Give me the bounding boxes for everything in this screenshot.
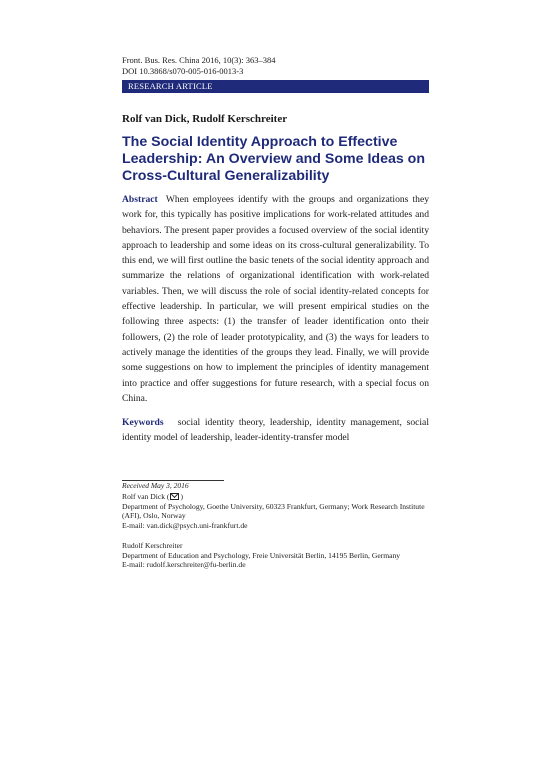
title-line-1: The Social Identity Approach to Effective: [122, 134, 398, 150]
author-list: Rolf van Dick, Rudolf Kerschreiter: [122, 113, 288, 125]
received-date: Received May 3, 2016: [122, 481, 189, 490]
author1-name: Rolf van Dick (: [122, 492, 170, 501]
keywords: [122, 415, 429, 446]
keywords-text: social identity theory, leadership, identity management, social identity model of leadership, leader-identity-transfer model: [122, 417, 429, 444]
journal-citation: Front. Bus. Res. China 2016, 10(3): 363–384: [122, 55, 276, 65]
abstract-label: Abstract: [122, 194, 158, 205]
author2-email[interactable]: E-mail: rudolf.kerschreiter@fu-berlin.de: [122, 560, 246, 570]
article-type-banner: [122, 80, 429, 93]
journal-doi: DOI 10.3868/s070-005-016-0013-3: [122, 65, 244, 76]
author1-name-line: [122, 492, 437, 502]
author2-department: Department of Education and Psychology, Freie Universität Berlin, 14195 Berlin, Germany: [122, 550, 401, 560]
abstract-text: When employees identify with the groups and organizations they work for, this typically has positive implications for work-related attitudes and behaviors. The present paper provides a focused overview of the social identity approach to leadership and some ideas on its cross-cultural generalizability. To this end, we will first outline the basic tenets of the social identity approach and summarize the relations of organizational identification with work-related variables. Then, we will discuss the role of social identity-related concepts for effective leadership. In particular, we will present empirical studies on the following three aspects: (1) the transfer of leader identification onto their followers, (2) the role of leader prototypicality, and (3) the ways for leaders to actively manage the identities of the groups they lead. Finally, we will provide some suggestions on how to implement the principles of identity management into practice and offer suggestions for future research, with a special focus on China.: [122, 194, 430, 404]
affiliation-1: [122, 492, 437, 530]
abstract: [122, 192, 429, 406]
title-line-2: Leadership: An Overview and Some Ideas on: [122, 151, 426, 167]
author1-email[interactable]: E-mail: van.dick@psych.uni-frankfurt.de: [122, 520, 248, 530]
author2-name: Rudolf Kerschreiter: [122, 541, 183, 550]
affiliation-2: [122, 541, 437, 570]
article-title: [122, 134, 432, 185]
author1-name-close: ): [180, 492, 183, 501]
author1-department: Department of Psychology, Goethe University, 60323 Frankfurt, Germany; Work Research Institute (AFI), Oslo, Norway: [122, 501, 425, 521]
article-type-label: RESEARCH ARTICLE: [128, 81, 213, 91]
title-line-3: Cross-Cultural Generalizability: [122, 168, 330, 184]
journal-reference: [122, 55, 275, 76]
envelope-icon: [170, 493, 179, 500]
keywords-label: Keywords: [122, 417, 164, 428]
